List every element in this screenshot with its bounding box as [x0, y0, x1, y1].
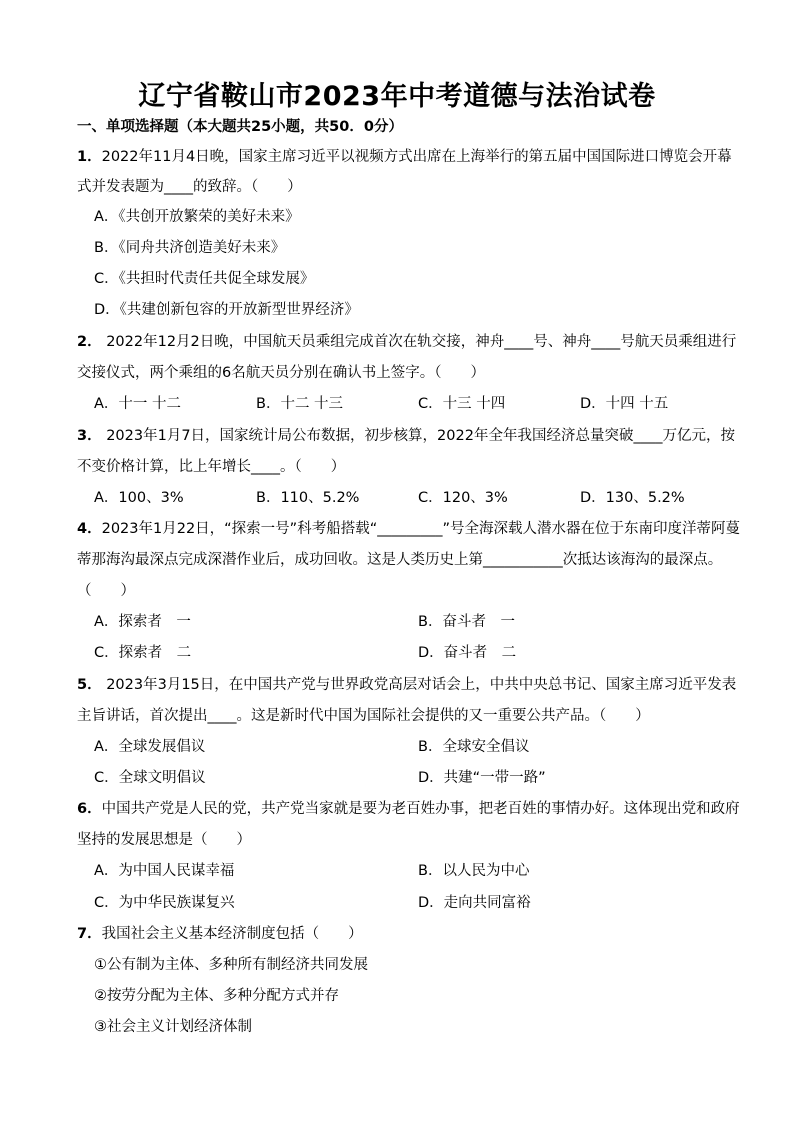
question-2-option-c[interactable]: C．十三 十四	[418, 396, 506, 412]
question-6-option-b[interactable]: B．以人民为中心	[418, 863, 530, 879]
question-2-stem-line-2: 交接仪式，两个乘组的6名航天员分别在确认书上签字。（ ）	[77, 365, 485, 381]
question-1-option-c[interactable]: C．《共担时代责任共促全球发展》	[94, 271, 315, 287]
question-1-option-d[interactable]: D．《共建创新包容的开放新型世界经济》	[94, 302, 359, 318]
question-5-stem-line-1	[77, 675, 757, 695]
question-6-option-d[interactable]: D．走向共同富裕	[418, 895, 531, 911]
question-6-option-a[interactable]: A．为中国人民谋幸福	[94, 863, 235, 879]
question-2-stem-line-1	[77, 332, 757, 352]
question-text: 2023年3月15日，在中国共产党与世界政党高层对话会上，中共中央总书记、国家主席习近平发表	[101, 677, 737, 693]
question-number: 5．	[77, 677, 102, 693]
question-text: 我国社会主义基本经济制度包括（ ）	[101, 926, 363, 942]
question-3-option-b[interactable]: B．110、5.2%	[256, 490, 360, 506]
question-1-stem-line-2: 式并发表题为____的致辞。（ ）	[77, 179, 302, 195]
question-2-option-a[interactable]: A．十一 十二	[94, 396, 182, 412]
question-text: 2023年1月7日，国家统计局公布数据，初步核算，2022年全年我国经济总量突破____万亿元，按	[101, 428, 735, 444]
question-2-option-b[interactable]: B．十二 十三	[256, 396, 344, 412]
question-text: 中国共产党是人民的党，共产党当家就是要为老百姓办事，把老百姓的事情办好。这体现出党和政府	[101, 801, 740, 817]
question-7-statement-2: ②按劳分配为主体、多种分配方式并存	[94, 988, 339, 1004]
question-4-stem-line-3: （ ）	[77, 583, 135, 599]
question-number: 6．	[77, 801, 102, 817]
section-heading: 一、单项选择题（本大题共25小题，共50．0分）	[77, 119, 403, 135]
question-5-option-d[interactable]: D．共建“一带一路”	[418, 770, 546, 786]
question-number: 2．	[77, 334, 102, 350]
question-6-stem-line-2: 坚持的发展思想是（ ）	[77, 832, 251, 848]
question-4-option-c[interactable]: C．探索者 二	[94, 645, 192, 661]
question-6-option-c[interactable]: C．为中华民族谋复兴	[94, 895, 235, 911]
question-number: 4．	[77, 521, 102, 537]
question-1-option-a[interactable]: A．《共创开放繁荣的美好未来》	[94, 209, 300, 225]
question-number: 1．	[77, 149, 102, 165]
question-3-option-c[interactable]: C．120、3%	[418, 490, 508, 506]
question-4-option-d[interactable]: D．奋斗者 二	[418, 645, 517, 661]
page-title: 辽宁省鞍山市2023年中考道德与法治试卷	[138, 81, 656, 112]
question-number: 3．	[77, 428, 102, 444]
question-3-stem-line-1	[77, 426, 757, 446]
question-3-option-a[interactable]: A．100、3%	[94, 490, 184, 506]
question-1-stem-line-1	[77, 147, 757, 167]
question-2-option-d[interactable]: D．十四 十五	[580, 396, 669, 412]
question-text: 2022年11月4日晚，国家主席习近平以视频方式出席在上海举行的第五届中国国际进口博览会开幕	[101, 149, 732, 165]
question-4-option-a[interactable]: A．探索者 一	[94, 614, 191, 630]
question-number: 7．	[77, 926, 102, 942]
question-5-stem-line-2: 主旨讲话，首次提出____。这是新时代中国为国际社会提供的又一重要公共产品。（ ）	[77, 708, 650, 724]
question-text: 2022年12月2日晚，中国航天员乘组完成首次在轨交接，神舟____号、神舟____号航天员乘组进行	[101, 334, 737, 350]
question-3-option-d[interactable]: D．130、5.2%	[580, 490, 685, 506]
question-4-stem-line-2: 蒂那海沟最深点完成深潜作业后，成功回收。这是人类历史上第___________次抵达该海沟的最深点。	[77, 552, 723, 568]
question-4-option-b[interactable]: B．奋斗者 一	[418, 614, 515, 630]
question-4-stem-line-1	[77, 519, 757, 539]
question-7-statement-3: ③社会主义计划经济体制	[94, 1019, 252, 1035]
question-5-option-b[interactable]: B．全球安全倡议	[418, 739, 530, 755]
question-1-option-b[interactable]: B．《同舟共济创造美好未来》	[94, 240, 286, 256]
question-3-stem-line-2: 不变价格计算，比上年增长____。（ ）	[77, 459, 346, 475]
question-text: 2023年1月22日，“探索一号”科考船搭载“_________”号全海深载人潜水器在位于东南印度洋蒂阿蔓	[101, 521, 740, 537]
question-7-stem-line-1	[77, 924, 757, 944]
question-5-option-a[interactable]: A．全球发展倡议	[94, 739, 206, 755]
question-6-stem-line-1	[77, 799, 757, 819]
question-5-option-c[interactable]: C．全球文明倡议	[94, 770, 206, 786]
question-7-statement-1: ①公有制为主体、多种所有制经济共同发展	[94, 957, 368, 973]
